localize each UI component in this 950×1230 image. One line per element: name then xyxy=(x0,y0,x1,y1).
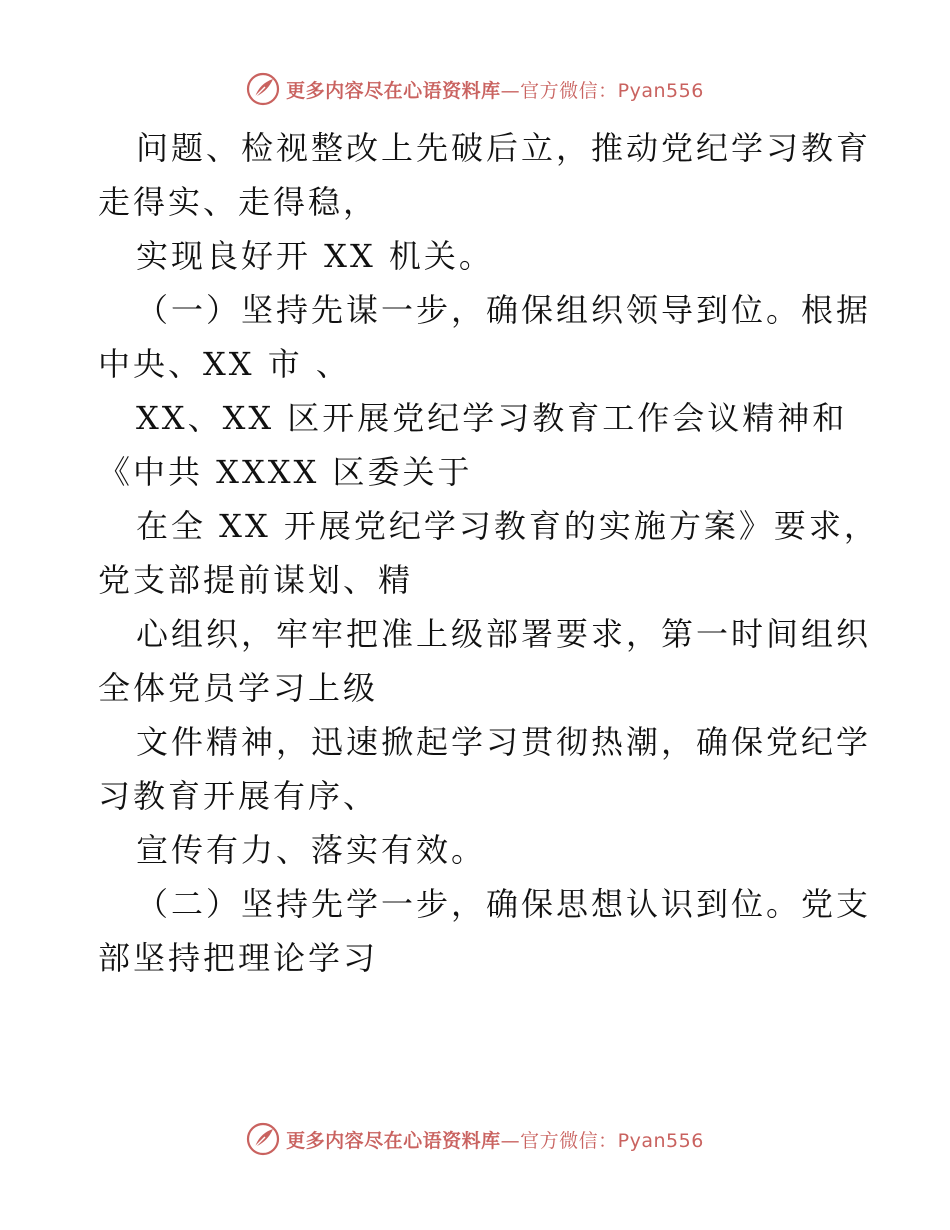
text-line: 心组织，牢牢把准上级部署要求，第一时间组织 xyxy=(136,615,872,653)
text-line: 党支部提前谋划、精 xyxy=(98,561,414,599)
watermark-suffix: 官方微信：Pyan556 xyxy=(520,79,704,102)
watermark-text xyxy=(286,1126,704,1153)
text-line: 宣传有力、落实有效。 xyxy=(136,831,487,869)
watermark-text xyxy=(286,76,704,103)
text-line: （二）坚持先学一步，确保思想认识到位。党支 xyxy=(136,885,872,923)
feather-pen-logo-icon xyxy=(246,72,280,106)
text-line: 在全 XX 开展党纪学习教育的实施方案》要求， xyxy=(136,507,879,545)
text-line: 《中共 XXXX 区委关于 xyxy=(98,453,473,491)
text-line: （一）坚持先谋一步，确保组织领导到位。根据 xyxy=(136,291,872,329)
watermark-suffix: 官方微信：Pyan556 xyxy=(520,1129,704,1152)
text-line: 走得实、走得稳， xyxy=(98,183,379,221)
text-line: XX、XX 区开展党纪学习教育工作会议精神和 xyxy=(136,399,848,437)
feather-pen-logo-icon xyxy=(246,1122,280,1156)
header-watermark xyxy=(0,72,950,106)
text-line: 中央、XX 市 、 xyxy=(98,345,351,383)
watermark-brand: 更多内容尽在心语资料库 xyxy=(286,1129,501,1152)
watermark-dash: — xyxy=(500,1129,521,1152)
text-line: 全体党员学习上级 xyxy=(98,669,379,707)
text-line: 习教育开展有序、 xyxy=(98,777,379,815)
text-line: 问题、检视整改上先破后立，推动党纪学习教育 xyxy=(136,129,872,167)
footer-watermark xyxy=(0,1122,950,1156)
watermark-dash: — xyxy=(500,79,521,102)
text-line: 部坚持把理论学习 xyxy=(98,939,379,977)
text-line: 实现良好开 XX 机关。 xyxy=(136,237,494,275)
document-body xyxy=(98,121,879,985)
text-line: 文件精神，迅速掀起学习贯彻热潮，确保党纪学 xyxy=(136,723,872,761)
watermark-brand: 更多内容尽在心语资料库 xyxy=(286,79,501,102)
